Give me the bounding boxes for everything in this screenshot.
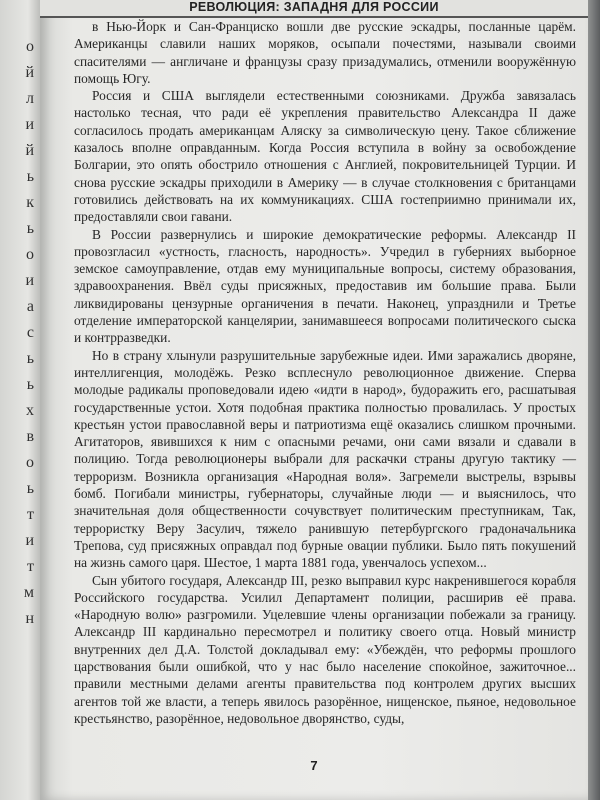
paragraph: Сын убитого государя, Александр III, резко выправил курс накренившегося корабля Российского государства. Усилил Департамент полиции, расширив её права. «Народную волю» разгромили. Уцелевшие члены организации побежали за границу. Александр III кардинально пересмотрел и политику своего отца. Новый министр внутренних дел Д.А. Толстой докладывал ему: «Убеждён, что реформы прошлого царствования были ошибкой, что у нас было население спокойное, зажиточное... правили местными делами агенты правительства под контролем других высших агентов той же власти, а теперь явилось разорённое, нищенское, пьяное, недовольное крестьянство, разорённое, недовольное дворянство, суды, bbox=[74, 572, 576, 726]
left-page-fragment: и bbox=[25, 532, 34, 549]
left-page-fragment: т bbox=[27, 506, 34, 523]
left-page-fragment: ь bbox=[26, 480, 34, 497]
left-page-fragment: й bbox=[25, 64, 34, 81]
left-page-fragment: о bbox=[26, 38, 34, 55]
page-edge-shadow bbox=[588, 0, 600, 800]
left-page-fragment: т bbox=[27, 558, 34, 575]
left-page-fragment: о bbox=[26, 454, 34, 471]
left-page-margin bbox=[0, 0, 40, 800]
left-page-fragment: с bbox=[26, 324, 34, 341]
left-page-fragment: к bbox=[26, 194, 34, 211]
book-page bbox=[40, 0, 588, 800]
left-page-fragment: и bbox=[25, 272, 34, 289]
paragraph: Россия и США выглядели естественными союзниками. Дружба завязалась настолько тесная, что ради её укрепления правительство Александра II даже согласилось продать американцам Аляску за символическую цену. Такое сближение казалось вполне оправданным. Когда Россия вступила в войну за освобождение Болгарии, это опять обострило отношения с Англией, покровительницей Турции. И снова русские эскадры приходили в Америку — в случае столкновения с британцами готовились действовать на их коммуникациях. США гостеприимно принимали их, предоставляли свои гавани. bbox=[74, 88, 576, 225]
paragraph: В России развернулись и широкие демократические реформы. Александр II провозгласил «устность, гласность, народность». Учредил в губерниях выборное земское самоуправление, отдав ему муниципальные вопросы, систему образования, здравоохранения. Ввёл суды присяжных, предоставив им большие права. Были ликвидированы цензурные органичения в печати. Наконец, упразднили и Третье отделение императорской канцелярии, занимавшееся вопросами политического сыска и контрразведки. bbox=[74, 226, 576, 346]
left-page-fragment: и bbox=[25, 116, 34, 133]
left-page-fragment: н bbox=[25, 610, 34, 627]
left-page-fragment: ь bbox=[26, 376, 34, 393]
left-page-fragment: ь bbox=[26, 350, 34, 367]
left-page-fragment: ь bbox=[26, 168, 34, 185]
body-text bbox=[74, 18, 576, 727]
left-page-fragment: в bbox=[26, 428, 34, 445]
paragraph: Но в страну хлынули разрушительные зарубежные идеи. Ими заражались дворяне, интеллигенция, молодёжь. Резко всплеснуло революционное движение. Сперва молодые радикалы проповедовали идею «идти в народ», будоражить его, расшатывая государственные устои. Хотя подобная практика полностью провалилась. У простых крестьян устои православной веры и патриотизма ещё оказались слишком прочными. Агитаторов, явившихся к ним с опасными речами, они сами вязали и сдавали в полицию. Тогда революционеры выбрали для раскачки страны другую тактику — терроризм. Возникла организация «Народная воля». Загремели выстрелы, взрывы бомб. Погибали министры, губернаторы, случайные люди — и выяснилось, что значительная доля общественности сочувствует политическим преступникам, Так, террористку Веру Засулич, тяжело ранившую петербургского градоначальника Трепова, суд присяжных оправдал под бурные овации публики. Было пять покушений на жизнь самого царя. Шестое, 1 марта 1881 года, увенчалось успехом... bbox=[74, 347, 576, 571]
left-page-fragment: а bbox=[26, 298, 34, 315]
left-page-fragment: м bbox=[23, 584, 34, 601]
left-page-fragment: о bbox=[26, 246, 34, 263]
paragraph: в Нью-Йорк и Сан-Франциско вошли две русские эскадры, посланные царём. Американцы славили наших моряков, осыпали почестями, называли своими спасителями — англичане и французы сразу призадумались, отменили вооружённую помощь Югу. bbox=[74, 19, 576, 86]
left-page-fragment: ь bbox=[26, 220, 34, 237]
running-header: РЕВОЛЮЦИЯ: ЗАПАДНЯ ДЛЯ РОССИИ bbox=[40, 0, 588, 18]
page-number: 7 bbox=[310, 758, 318, 773]
left-page-fragment: х bbox=[26, 402, 34, 419]
left-page-fragment: й bbox=[25, 142, 34, 159]
left-page-fragment: л bbox=[26, 90, 34, 107]
